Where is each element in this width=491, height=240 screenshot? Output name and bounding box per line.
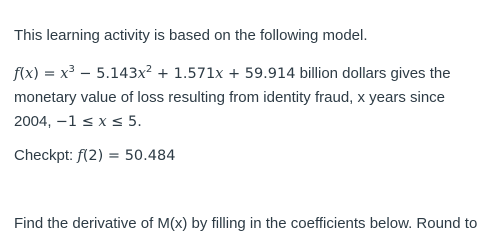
checkpoint — [14, 146, 175, 166]
model-description: billion dollars gives the monetary value of loss resulting from identity fraud, x years since 2004, — [14, 65, 451, 130]
next-instruction-text: Find the derivative of M(x) by filling in the coefficients below. Round to — [14, 215, 478, 232]
model-paragraph — [14, 62, 480, 134]
checkpoint-label: Checkpt: — [14, 147, 74, 164]
checkpoint-equation: f(2) = 50.484 — [77, 148, 176, 164]
model-equation: $f(x) = x^3 - 5.143x^2 + 1.571x + 59.914$ — [14, 64, 296, 82]
model-domain: −1 ≤ x ≤ 5. — [55, 114, 142, 130]
intro-text: This learning activity is based on the following model. — [14, 27, 368, 44]
